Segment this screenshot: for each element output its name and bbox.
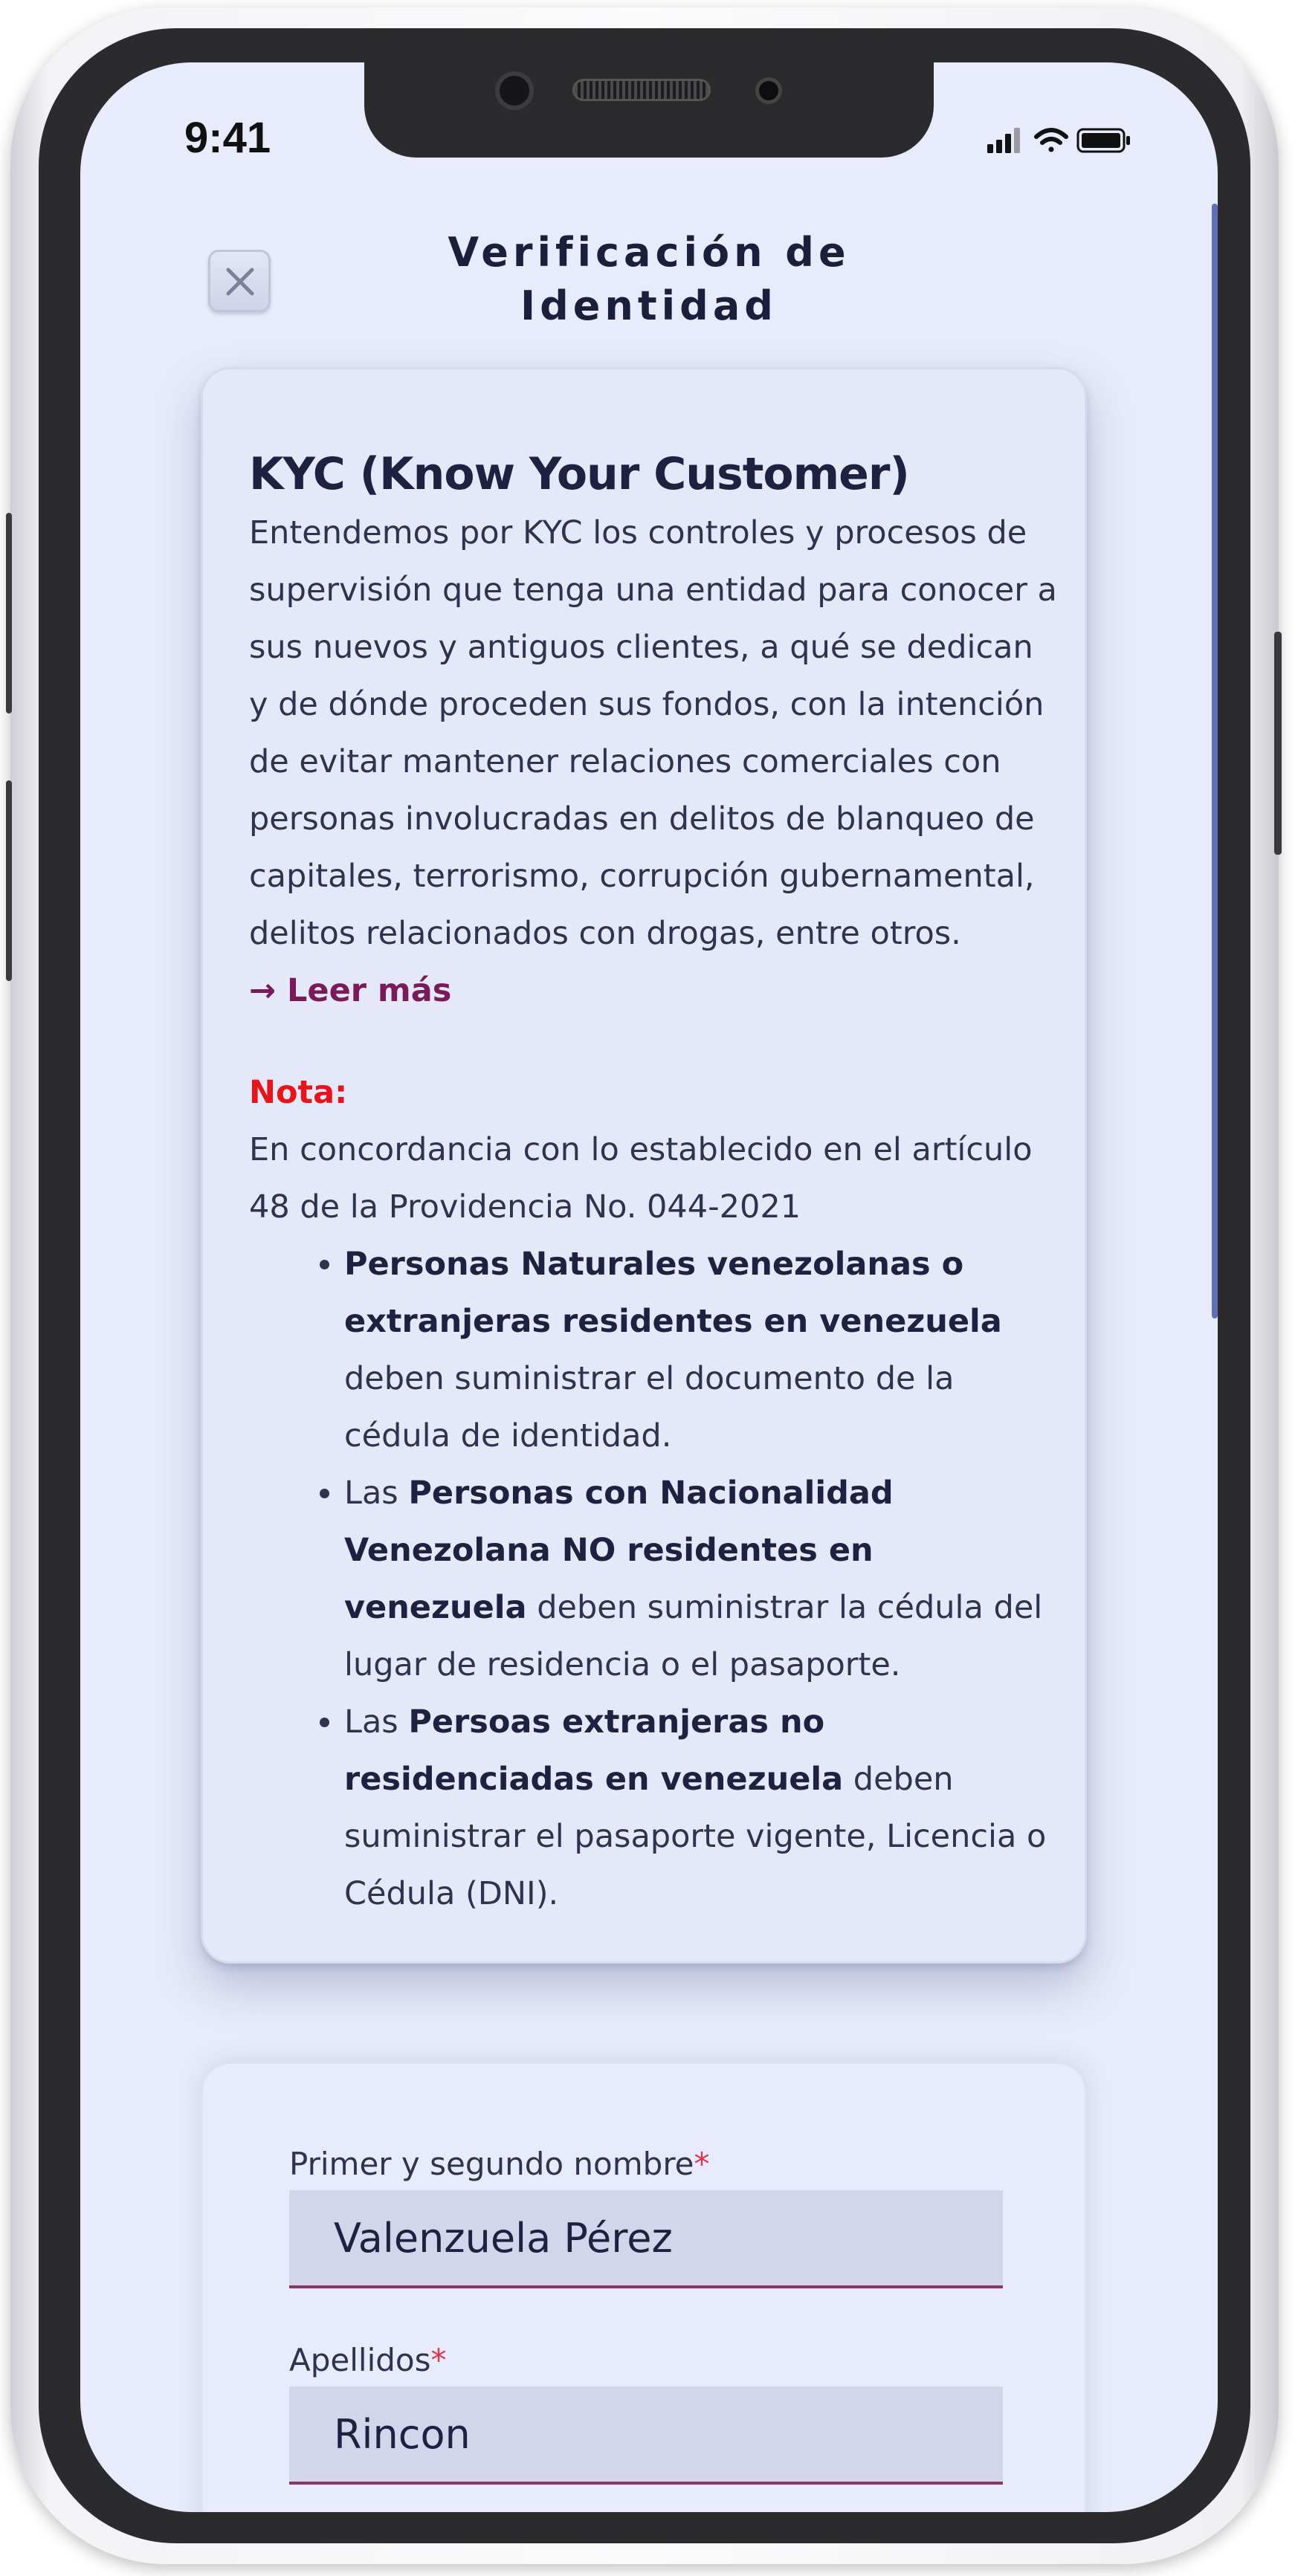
list-item-bold: Personas Naturales venezolanas o extranjeras residentes en venezuela xyxy=(344,1246,1002,1340)
first-name-input[interactable] xyxy=(289,2190,1003,2288)
list-item-text: deben suministrar el pasaporte vigente, Licencia o Cédula (DNI). xyxy=(344,1761,1047,1912)
battery-icon xyxy=(1078,129,1130,152)
list-item xyxy=(344,1694,1059,1923)
note-label: Nota: xyxy=(249,1074,348,1111)
required-mark: * xyxy=(694,2146,710,2182)
close-icon xyxy=(224,265,256,298)
power-button xyxy=(1274,632,1282,855)
kyc-card xyxy=(201,367,1087,1964)
list-item-prefix: Las xyxy=(344,1703,409,1741)
status-icons xyxy=(987,125,1136,155)
first-name-label xyxy=(289,2146,710,2182)
list-item-prefix: Las xyxy=(344,1475,409,1512)
notch xyxy=(364,62,934,158)
kyc-description-text: Entendemos por KYC los controles y procesos de supervisión que tenga una entidad para conocer a sus nuevos y antiguos clientes, a qué se dedican y de dónde proceden sus fondos, con la intención de evitar mantener relaciones comerciales con personas involucradas en delitos de blanqueo de capitales, terrorismo, corrupción gubernamental, delitos relacionados con drogas, entre otros. xyxy=(249,514,1057,952)
requirements-list xyxy=(249,1236,1059,1923)
list-item xyxy=(344,1236,1059,1465)
last-name-label xyxy=(289,2342,446,2378)
last-name-input[interactable] xyxy=(289,2386,1003,2485)
identity-form-card xyxy=(201,2062,1087,2512)
list-item xyxy=(344,1465,1059,1694)
screen xyxy=(80,62,1218,2512)
kyc-heading: KYC (Know Your Customer) xyxy=(249,448,909,500)
scrollbar[interactable] xyxy=(1212,204,1218,1318)
sensor-icon xyxy=(755,77,782,104)
list-item-text: deben suministrar la cédula del lugar de residencia o el pasaporte. xyxy=(344,1589,1043,1683)
wifi-icon xyxy=(1036,130,1066,152)
status-time: 9:41 xyxy=(184,114,271,162)
required-mark: * xyxy=(430,2342,447,2378)
list-item-text: deben suministrar el documento de la cédula de identidad. xyxy=(344,1360,955,1454)
first-name-label-text: Primer y segundo nombre xyxy=(289,2146,694,2182)
read-more-link[interactable]: → Leer más xyxy=(249,972,452,1009)
speaker-grille xyxy=(572,79,711,101)
camera-icon xyxy=(495,71,534,110)
list-item-bold: Persoas extranjeras no residenciadas en venezuela xyxy=(344,1703,844,1798)
kyc-content xyxy=(249,444,1059,1923)
mute-switch xyxy=(6,513,12,713)
note-text: En concordancia con lo establecido en el artículo 48 de la Providencia No. 044-2021 xyxy=(249,1131,1033,1226)
page-title: Verificación de Identidad xyxy=(448,229,850,329)
kyc-description xyxy=(249,505,1059,1020)
list-item-bold: Personas con Nacionalidad Venezolana NO residentes en venezuela xyxy=(344,1475,894,1626)
last-name-label-text: Apellidos xyxy=(289,2342,431,2378)
signal-icon xyxy=(987,128,1020,153)
close-button[interactable] xyxy=(208,250,271,312)
volume-button xyxy=(6,780,12,981)
